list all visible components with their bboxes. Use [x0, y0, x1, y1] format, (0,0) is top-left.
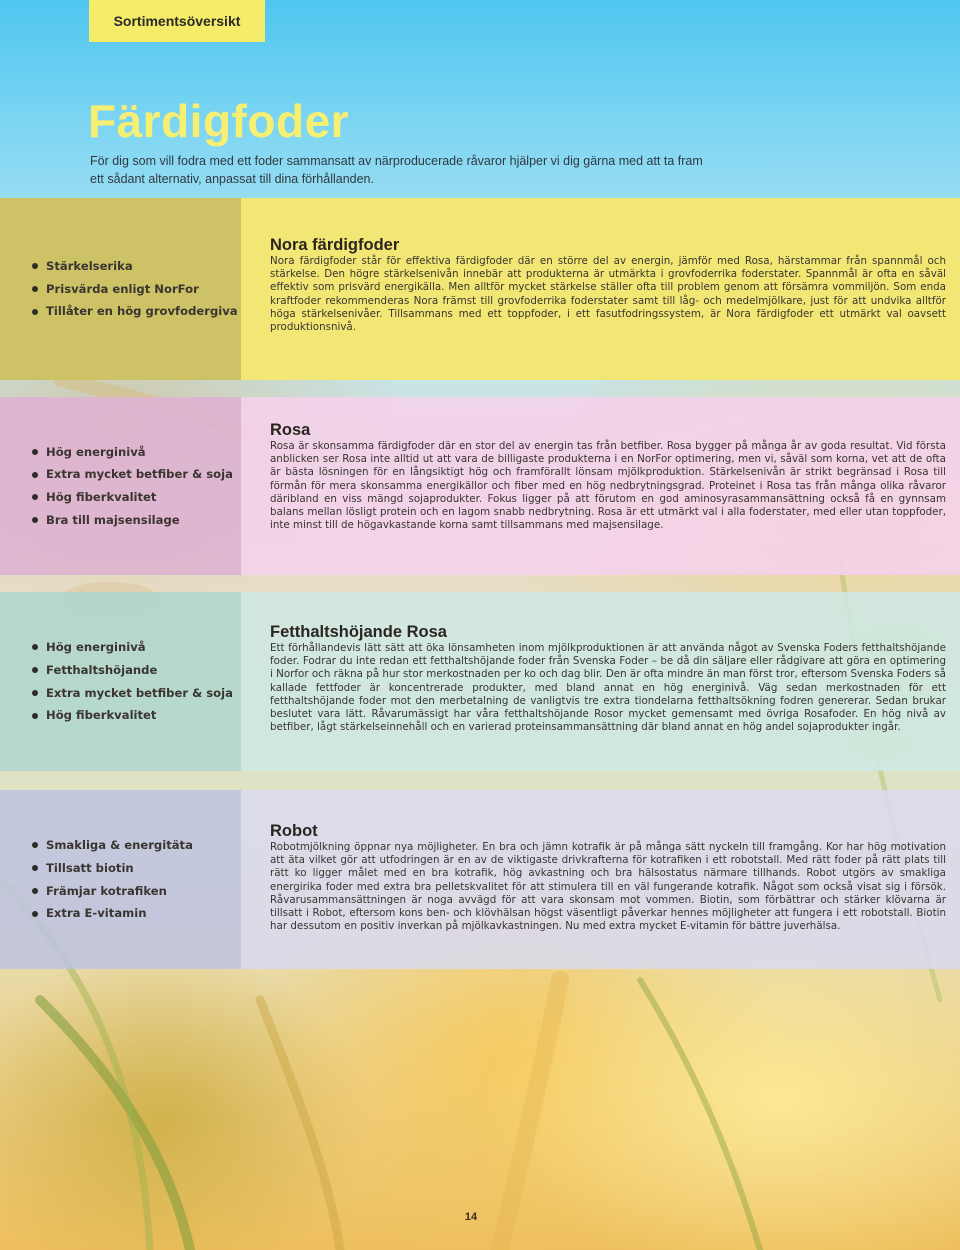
feature-item: Extra E-vitamin — [32, 902, 241, 925]
feature-item: Extra mycket betfiber & soja — [32, 463, 241, 486]
feature-item: Extra mycket betfiber & soja — [32, 682, 241, 705]
product-description-panel — [241, 397, 960, 575]
feature-list-panel — [0, 198, 241, 380]
feature-list-panel — [0, 790, 241, 969]
feature-item: Fetthaltshöjande — [32, 659, 241, 682]
feature-item: Hög fiberkvalitet — [32, 486, 241, 509]
feature-list — [32, 441, 241, 532]
bullet-icon — [32, 667, 38, 673]
feature-item: Smakliga & energitäta — [32, 834, 241, 857]
bullet-icon — [32, 888, 38, 894]
bullet-icon — [32, 449, 38, 455]
feature-item: Tillåter en hög grovfodergiva — [32, 300, 241, 323]
product-description-panel — [241, 790, 960, 969]
feature-item: Hög energinivå — [32, 441, 241, 464]
section-tag: Sortimentsöversikt — [89, 0, 265, 42]
product-title: Fetthaltshöjande Rosa — [270, 623, 447, 641]
feature-item: Hög energinivå — [32, 636, 241, 659]
feature-item: Bra till majsensilage — [32, 509, 241, 532]
product-fetthaltshojande-rosa — [0, 592, 960, 771]
product-title: Robot — [270, 822, 318, 840]
product-description-panel — [241, 198, 960, 380]
product-title: Rosa — [270, 421, 311, 439]
bullet-icon — [32, 644, 38, 650]
page-title: Färdigfoder — [88, 95, 350, 147]
feature-item: Stärkelserika — [32, 255, 241, 278]
page-number: 14 — [464, 1211, 478, 1223]
bullet-icon — [32, 713, 38, 719]
product-nora — [0, 198, 960, 380]
product-text: Ett förhållandevis lätt sätt att öka lönsamheten inom mjölkproduktionen är att använda något av Svenska Foders fetthaltshöjande foder. Fodrar du inte redan ett fetthaltshöjande foder från Svenska Foder – be då din säljare eller rådgivare att göra en optimering i Norfor och räkna på hur stor merkostnaden per ko och dag blir. Den är ofta mindre än man först tror, eftersom Svenska Foders så kallade fettfoder är koncentrerade produkter, med bland annat en hög energinivå. Väg sedan merkostnaden för ett fetthaltshöjande foder mot den merbetalning de vanligtvis tre extra tiondelarna fetthaltsökning fodren genererar. Sedan brukar beslutet vara lätt. Råvarumässigt har våra fetthaltshöjande Rosor mycket gemensamt med övriga Rosafoder. En hög nivå av betfiber, lågt stärkelseinnehåll och en varierad proteinsammansättning där bland annat en hög andel sojaprodukter ingår. — [270, 642, 946, 734]
product-rosa — [0, 397, 960, 575]
bullet-icon — [32, 263, 38, 269]
intro-text: För dig som vill fodra med ett foder sammansatt av närproducerade råvaror hjälper vi dig gärna med att ta fram ett sådant alternativ, anpassat till dina förhållanden. — [90, 154, 703, 186]
bullet-icon — [32, 690, 38, 696]
product-text: Robotmjölkning öppnar nya möjligheter. En bra och jämn kotrafik är på många sätt nyckeln till framgång. Kor har hög motivation att äta vilket gör att utfodringen är en av de viktigaste drivkrafterna för kotrafiken i ett robotstall. Med rätt foder på rätt plats till rätt ko ligger målet med en bra kotrafik, hög avkastning och bra hälsostatus närmare tillhands. Robot utgörs av smakliga energirika foder med extra bra pelletskvalitet för att stimulera till en väl fungerande kotrafik. Något som också visat sig i försök. Råvarusammansättningen är noga avvägd för att vara skonsam mot vommen. Biotin, som förbättrar och stärker klövarna är tillsatt i Robot, eftersom kons ben- och klövhälsan högst väsentligt påverkar hennes möjligheter att fungera i ett robotstall. Biotin har dessutom en positiv inverkan på mjölkavkastningen. Nu med extra mycket E-vitamin för bättre juverhälsa. — [270, 841, 946, 933]
feature-list — [32, 255, 241, 323]
product-text: Nora färdigfoder står för effektiva färdigfoder där en större del av energin, jämför med Rosa, härstammar från spannmål och stärkelse. Den högre stärkelsenivån innebär att produkterna är utmärkta i grovfoderrika foderstater. Spannmål är ofta en såväl effektiv som prisvärd energikälla. Men alltför mycket stärkelse ställer ofta till problem genom att försämra vommiljön. Som enda kraftfoder rekommenderas Nora främst till grovfoderrika foderstater samt till låg- och medelmjölkare, just för att undvika alltför höga stärkelsenivåer. Tillsammans med ett toppfoder, i ett fasutfodringssystem, är Nora färdigfoder ett utmärkt val oavsett produktionsnivå. — [270, 255, 946, 334]
bullet-icon — [32, 842, 38, 848]
bullet-icon — [32, 494, 38, 500]
bullet-icon — [32, 286, 38, 292]
bullet-icon — [32, 865, 38, 871]
feature-item: Tillsatt biotin — [32, 857, 241, 880]
feature-item: Prisvärda enligt NorFor — [32, 278, 241, 301]
product-text: Rosa är skonsamma färdigfoder där en stor del av energin tas från betfiber. Rosa bygger på många år av goda resultat. Vid första anblicken ser Rosa inte alltid ut att vara de billigaste produkterna i en NorFor optimering, men vi, såväl som korna, vet att de ofta är bästa lösningen för en långsiktigt hög och framförallt lönsam mjölkproduktion. Stärkelsenivån är strikt begränsad i Rosa till förmån för mera skonsamma energikällor och fiber med en hög nedbrytningsgrad. Proteinet i Rosa tas från många olika råvaror däribland en viss mängd sojaprodukter. Fokus ligger på att förutom en god aminosyrasammansättning också få en gynnsam balans mellan lösligt protein och en lagom snabb nedbrytning. Rosa är ett utmärkt val i alla foderstater, med eller utan toppfoder, inte minst till de högavkastande korna samt tillsammans med majsensilage. — [270, 440, 946, 532]
product-description-panel — [241, 592, 960, 771]
product-title: Nora färdigfoder — [270, 236, 400, 254]
feature-list-panel — [0, 592, 241, 771]
bullet-icon — [32, 517, 38, 523]
feature-list — [32, 636, 241, 727]
bullet-icon — [32, 911, 38, 917]
bullet-icon — [32, 472, 38, 478]
bullet-icon — [32, 309, 38, 315]
feature-list — [32, 834, 241, 925]
product-robot — [0, 790, 960, 969]
feature-item: Hög fiberkvalitet — [32, 704, 241, 727]
feature-list-panel — [0, 397, 241, 575]
feature-item: Främjar kotrafiken — [32, 880, 241, 903]
